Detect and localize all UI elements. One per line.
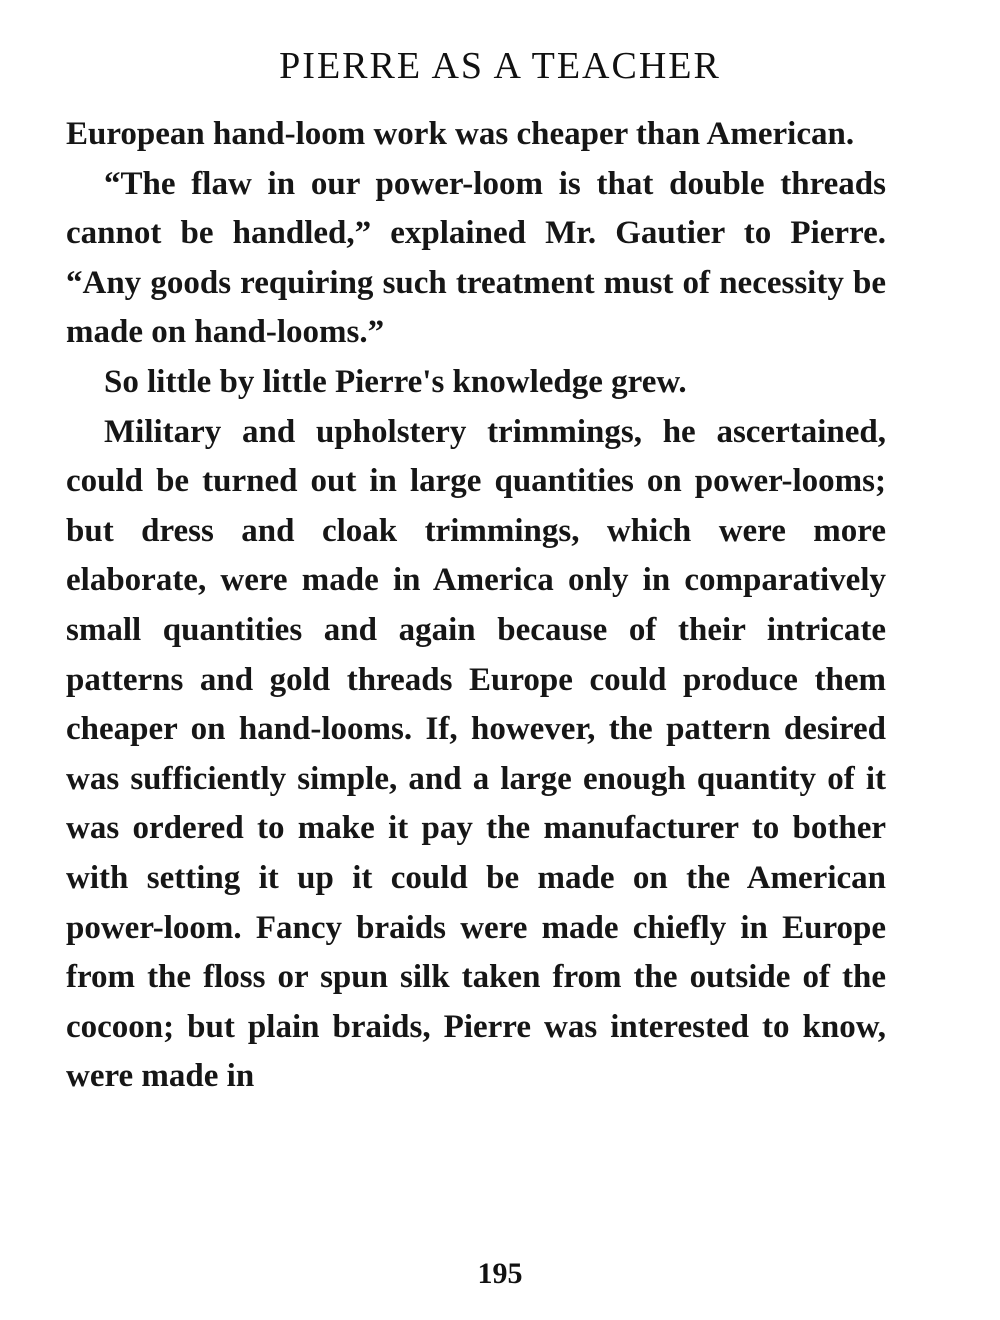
body-text — [66, 110, 886, 1102]
paragraph-4: Military and upholstery trimmings, he ascertained, could be turned out in large quantities on power-looms; but dress and cloak trimmings, which were more elaborate, were made in America only in comparatively small quantities and again because of their intricate patterns and gold threads Europe could produce them cheaper on hand-looms. If, however, the pattern desired was sufficiently simple, and a large enough quantity of it was ordered to make it pay the manufacturer to bother with setting it up it could be made on the American power-loom. Fancy braids were made chiefly in Europe from the floss or spun silk taken from the outside of the cocoon; but plain braids, Pierre was interested to know, were made in — [66, 413, 886, 1095]
running-head: PIERRE AS A TEACHER — [279, 45, 721, 87]
page-number: 195 — [477, 1257, 523, 1290]
paragraph-2: “The flaw in our power-loom is that double threads cannot be handled,” explained Mr. Gautier to Pierre. “Any goods requiring such treatment must of necessity be made on hand-looms.” — [66, 165, 886, 351]
paragraph-3: So little by little Pierre's knowledge grew. — [104, 363, 687, 400]
paragraph-1: European hand-loom work was cheaper than American. — [66, 116, 855, 152]
